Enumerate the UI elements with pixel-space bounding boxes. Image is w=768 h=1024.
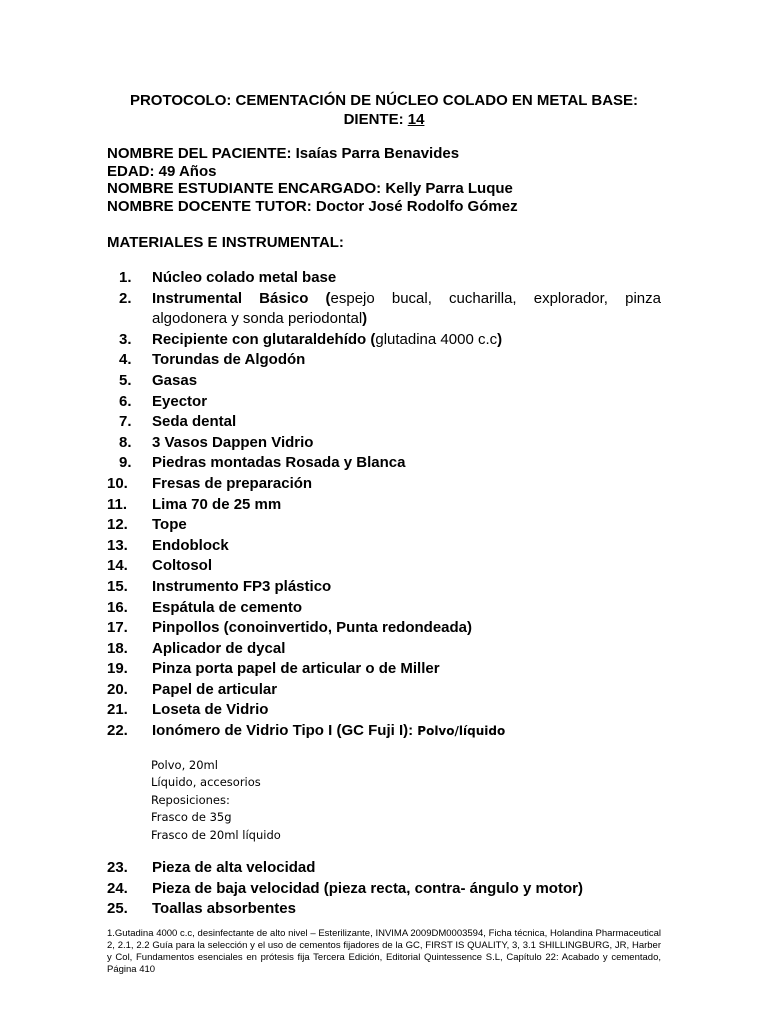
list-item: 5. Gasas	[119, 371, 198, 389]
list-item: 3. Recipiente con glutaraldehído (glutadina 4000 c.c)	[119, 330, 503, 348]
sub-item: Reposiciones:	[151, 792, 230, 807]
patient-info	[107, 145, 667, 215]
document-title	[0, 91, 768, 129]
list-item: 22. Ionómero de Vidrio Tipo I (GC Fuji I): Polvo/líquido	[107, 722, 506, 740]
list-item: 6. Eyector	[119, 392, 208, 410]
list-item: 19. Pinza porta papel de articular o de Miller	[107, 660, 440, 678]
list-item: 8. 3 Vasos Dappen Vidrio	[119, 433, 314, 451]
list-item: 12. Tope	[107, 516, 187, 534]
footnote: 1.Gutadina 4000 c.c, desinfectante de alto nivel – Esterilizante, INVIMA 2009DM0003594, Ficha técnica, Holandina Pharmaceutical 2, 2.1, 2.2 Guía para la selección y el uso de cementos fijadores de la GC, FIRST IS QUALITY, 3, 3.1 SHILLINGBURG, JR, Harber y Col, Fundamentos esenciales en prótesis fija Tercera Edición, Editorial Quintessence S.L, Capítulo 22: Acabado y cementado, Página 410	[107, 928, 661, 975]
list-item: 25. Toallas absorbentes	[107, 900, 296, 918]
list-item: 10. Fresas de preparación	[107, 474, 313, 492]
list-item: 17. Pinpollos (conoinvertido, Punta redondeada)	[107, 619, 473, 637]
list-item: 24. Pieza de baja velocidad (pieza recta, contra- ángulo y motor)	[107, 879, 583, 897]
tooth-number: 14	[407, 111, 425, 128]
list-item: 21. Loseta de Vidrio	[107, 701, 269, 719]
list-item: 4. Torundas de Algodón	[119, 351, 306, 369]
title-line-2	[0, 110, 768, 129]
sub-item: Líquido, accesorios	[151, 775, 261, 790]
list-item: 2. Instrumental Básico (espejo bucal, cucharilla, explorador, pinza algodonera y sonda periodontal)	[119, 289, 661, 328]
list-item: 14. Coltosol	[107, 557, 212, 575]
list-item: 15. Instrumento FP3 plástico	[107, 577, 332, 595]
list-item: 20. Papel de articular	[107, 680, 278, 698]
list-item: 13. Endoblock	[107, 536, 229, 554]
materials-list	[107, 268, 661, 742]
patient-name: NOMBRE DEL PACIENTE: Isaías Parra Benavides	[107, 145, 460, 162]
title-line-1: PROTOCOLO: CEMENTACIÓN DE NÚCLEO COLADO EN METAL BASE:	[129, 92, 639, 109]
tutor-name: NOMBRE DOCENTE TUTOR: Doctor José Rodolfo Gómez	[107, 197, 518, 215]
list-item: 7. Seda dental	[119, 413, 237, 431]
section-title: MATERIALES E INSTRUMENTAL:	[107, 234, 344, 251]
tooth-label: DIENTE:	[343, 111, 408, 128]
sub-item: Frasco de 20ml líquido	[151, 827, 281, 842]
ionomer-subitems	[151, 757, 281, 844]
list-item: 1. Núcleo colado metal base	[119, 269, 337, 286]
patient-age: EDAD: 49 Años	[107, 162, 217, 180]
materials-list-continued	[107, 858, 661, 920]
list-item: 11. Lima 70 de 25 mm	[107, 495, 282, 513]
sub-item: Frasco de 35g	[151, 810, 232, 825]
sub-item: Polvo, 20ml	[151, 758, 218, 772]
student-name: NOMBRE ESTUDIANTE ENCARGADO: Kelly Parra Luque	[107, 180, 513, 197]
list-item: 16. Espátula de cemento	[107, 598, 303, 616]
list-item: 18. Aplicador de dycal	[107, 639, 286, 657]
list-item: 23. Pieza de alta velocidad	[107, 859, 316, 876]
list-item: 9. Piedras montadas Rosada y Blanca	[119, 454, 406, 472]
item-note: Polvo/líquido	[417, 724, 506, 739]
